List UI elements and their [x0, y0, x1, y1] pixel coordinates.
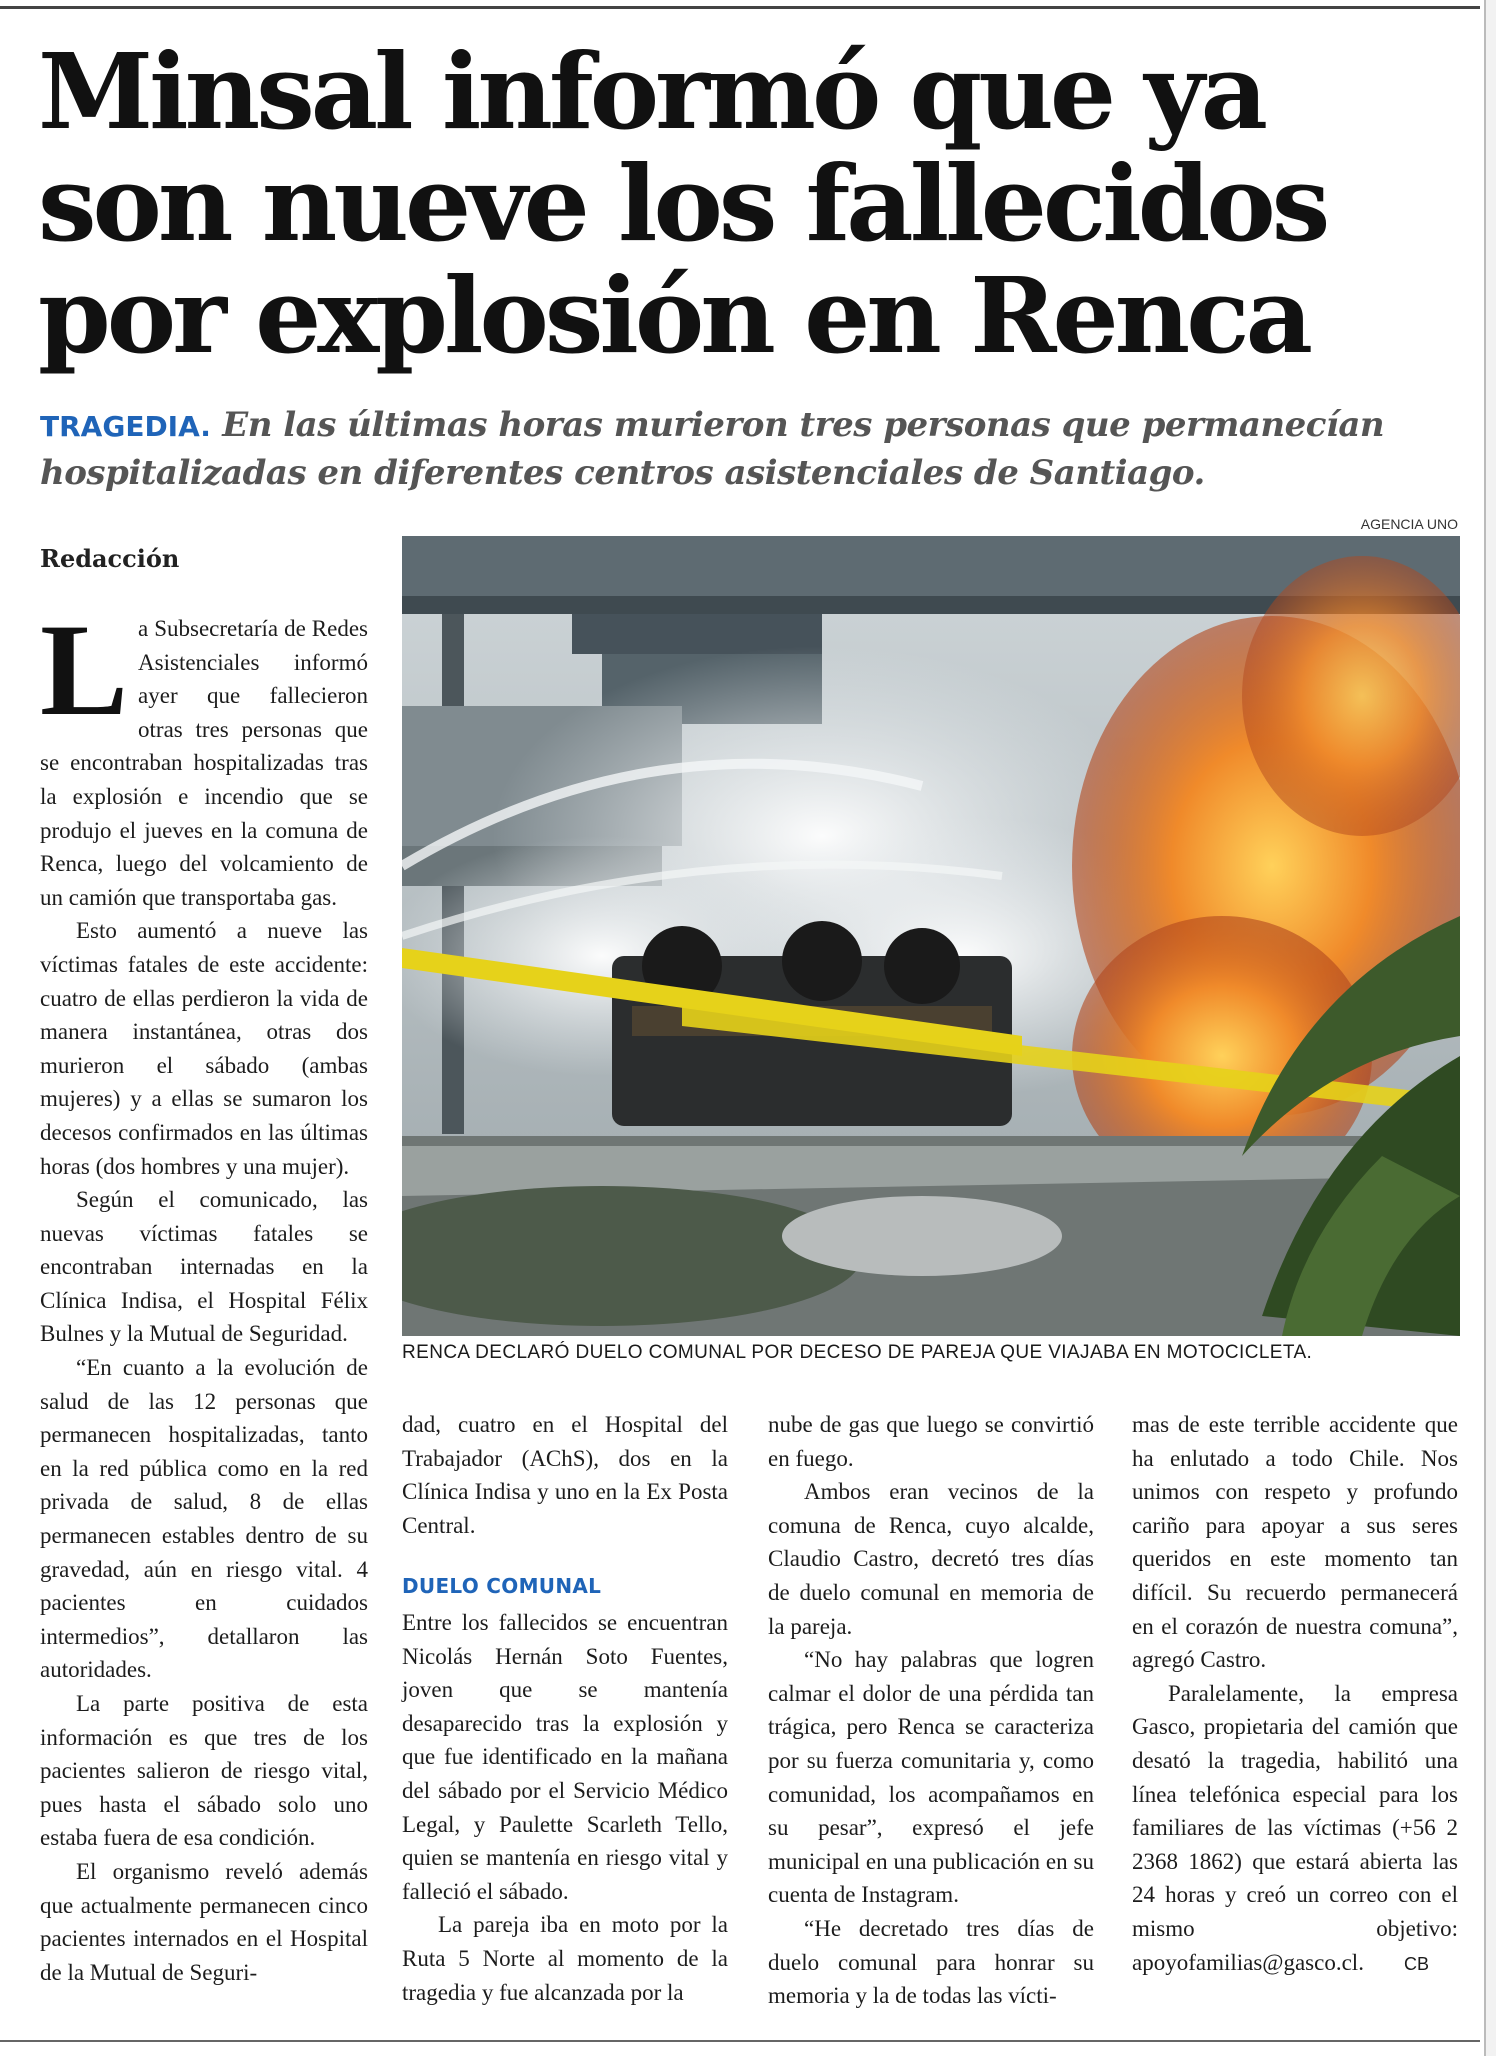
- headline: Minsal informó que ya son nueve los fallecidos por explosión en Renca: [38, 30, 1327, 377]
- subhead: DUELO COMUNAL: [402, 1574, 602, 1599]
- paragraph: El organismo reveló además que actualmente permanecen cinco pacientes internados en el Hospital de la Mutual de Seguri-: [40, 1858, 368, 1985]
- paragraph: Esto aumentó a nueve las víctimas fatales de este accidente: cuatro de ellas perdieron la vida de manera instantánea, otras dos murieron el sábado (ambas mujeres) y a ellas se sumaron los decesos confirmados en las últimas horas (dos hombres y una mujer).: [40, 918, 368, 1179]
- top-rule: [0, 6, 1480, 9]
- adjacent-page-edge: [1484, 0, 1496, 2056]
- paragraph-text: Paralelamente, la empresa Gasco, propietaria del camión que desató la tragedia, habilitó una línea telefónica especial para los familiares de las víctimas (+56 2 2368 1862) que estará abierta las 24 horas y creó un correo con el mismo objetivo: apoyofamilias@gasco.cl.: [1132, 1680, 1458, 1975]
- article-column-2: [402, 1408, 728, 2009]
- end-mark: CB: [1403, 1953, 1429, 1974]
- article-column-3: [768, 1408, 1094, 2013]
- paragraph: La parte positiva de esta información es que tres de los pacientes salieron de riesgo vital, pues hasta el sábado solo uno estaba fuera de esa condición.: [40, 1691, 368, 1851]
- photo-credit: AGENCIA UNO: [1360, 516, 1458, 532]
- byline: Redacción: [40, 544, 180, 573]
- drop-cap: L: [40, 596, 129, 743]
- paragraph: mas de este terrible accidente que ha enlutado a todo Chile. Nos unimos con respeto y profundo cariño para apoyar a sus seres queridos en este momento tan difícil. Su recuerdo permanecerá en el corazón de nuestra comuna”, agregó Castro.: [1132, 1412, 1458, 1673]
- paragraph: Ambos eran vecinos de la comuna de Renca, cuyo alcalde, Claudio Castro, decretó tres días de duelo comunal en memoria de la pareja.: [768, 1479, 1094, 1639]
- paragraph: “He decretado tres días de duelo comunal para honrar su memoria y la de todas las vícti-: [768, 1915, 1094, 2009]
- bottom-rule: [0, 2040, 1480, 2042]
- paragraph: nube de gas que luego se convirtió en fuego.: [768, 1412, 1094, 1471]
- paragraph-text: a Subsecretaría de Redes Asistenciales informó ayer que fallecieron otras tres personas que se encontraban hospitalizadas tras la explosión e incendio que se produjo el jueves en la comuna de Renca, luego del volcamiento de un camión que transportaba gas.: [40, 616, 368, 910]
- article-column-4: [1132, 1408, 1458, 1981]
- paragraph: La pareja iba en moto por la Ruta 5 Norte al momento de la tragedia y fue alcanzada por la: [402, 1912, 728, 2005]
- paragraph: [40, 596, 368, 914]
- deck-kicker: TRAGEDIA.: [40, 410, 211, 443]
- article-column-1: [40, 596, 368, 1989]
- photo-caption: RENCA DECLARÓ DUELO COMUNAL POR DECESO DE PAREJA QUE VIAJABA EN MOTOCICLETA.: [402, 1342, 1313, 1363]
- paragraph: [1132, 1677, 1458, 1981]
- paragraph: “En cuanto a la evolución de salud de las 12 personas que permanecen hospitalizadas, tanto en la red pública como en la red privada de salud, 8 de ellas permanecen estables dentro de su gravedad, aún en riesgo vital. 4 pacientes en cuidados intermedios”, detallaron las autoridades.: [40, 1355, 368, 1683]
- news-photo: [402, 536, 1460, 1336]
- paragraph: dad, cuatro en el Hospital del Trabajador (AChS), dos en la Clínica Indisa y uno en la Ex Posta Central.: [402, 1412, 728, 1538]
- deck-text: En las últimas horas murieron tres personas que permanecían hospitalizadas en diferentes centros asistenciales de Santiago.: [40, 405, 1385, 493]
- paragraph: Entre los fallecidos se encuentran Nicolás Hernán Soto Fuentes, joven que se mantenía desaparecido tras la explosión y que fue identificado en la mañana del sábado por el Servicio Médico Legal, y Paulette Scarleth Tello, quien se mantenía en riesgo vital y falleció el sábado.: [402, 1609, 728, 1904]
- paragraph: “No hay palabras que logren calmar el dolor de una pérdida tan trágica, pero Renca se caracteriza por su fuerza comunitaria y, como comunidad, los acompañamos en su pesar”, expresó el jefe municipal en una publicación en su cuenta de Instagram.: [768, 1647, 1094, 1908]
- paragraph: Según el comunicado, las nuevas víctimas fatales se encontraban internadas en la Clínica Indisa, el Hospital Félix Bulnes y la Mutual de Seguridad.: [40, 1187, 368, 1347]
- explosion-scene-illustration: [402, 536, 1460, 1336]
- deck: [40, 402, 1440, 496]
